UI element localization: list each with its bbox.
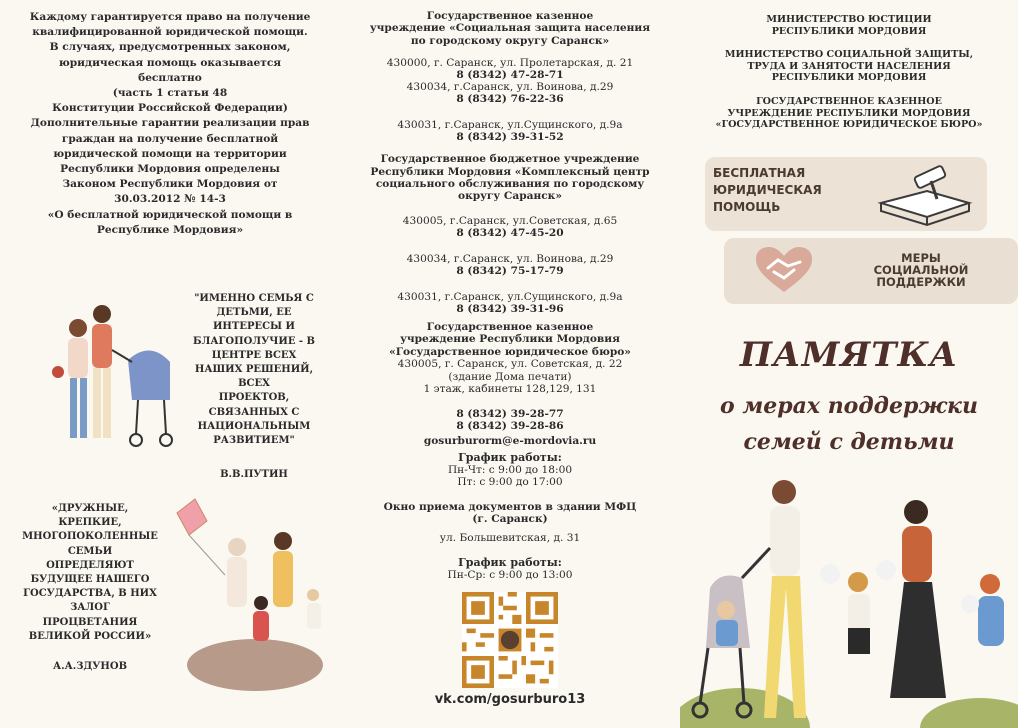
office-address: 430034, г.Саранск, ул. Воинова, д.29	[406, 81, 614, 94]
mfc-title: Окно приема документов в здании МФЦ (г. Саранск)	[383, 501, 637, 526]
handshake-heart-icon	[754, 246, 814, 296]
legal-bureau-phone: 8 (8342) 39-28-86	[456, 419, 564, 432]
office-phone: 8 (8342) 47-45-20	[456, 226, 564, 239]
quote-author: А.А.ЗДУНОВ	[52, 661, 128, 673]
legal-bureau-header: ГОСУДАРСТВЕННОЕ КАЗЕННОЕ УЧРЕЖДЕНИЕ РЕСПУБЛИКИ МОРДОВИЯ «ГОСУДАРСТВЕННОЕ ЮРИДИЧЕСКОЕ БЮРО»	[715, 95, 983, 131]
office-phone: 8 (8342) 75-17-79	[456, 264, 564, 277]
org-social-protection-title: Государственное казенное учреждение «Социальная защита населения по городскому округу Саранск»	[369, 10, 651, 47]
org-social-center-title: Государственное бюджетное учреждение Республики Мордовия «Комплексный центр социального обслуживания по городскому округу Саранск»	[370, 153, 650, 203]
putin-quote: "ИМЕННО СЕМЬЯ С ДЕТЬМИ, ЕЕ ИНТЕРЕСЫ И БЛАГОПОЛУЧИЕ - В ЦЕНТРЕ ВСЕХ НАШИХ РЕШЕНИЙ, ВСЕХ ПРОЕКТОВ, СВЯЗАННЫХ С НАЦИОНАЛЬНЫМ РАЗВИТИЕМ" В.В.ПУТИН	[188, 292, 320, 482]
free-legal-aid-card: БЕСПЛАТНАЯ ЮРИДИЧЕСКАЯ ПОМОЩЬ	[705, 157, 987, 231]
family-stroller-illustration	[40, 300, 190, 460]
office-phone: 8 (8342) 39-31-96	[456, 302, 564, 315]
legal-bureau-phone: 8 (8342) 39-28-77	[456, 407, 564, 420]
mfc-address: ул. Большевитская, д. 31	[439, 531, 581, 544]
schedule-line: Пн-Чт: с 9:00 до 18:00	[447, 463, 573, 476]
office-address: 430031, г.Саранск, ул.Сущинского, д.9а	[397, 119, 623, 132]
legal-intro: Каждому гарантируется право на получение квалифицированной юридической помощи. В случаях, предусмотренных законом, юридическая помощь оказывается бесплатно (часть 1 статьи 48 Конституции Российской Федерации) Дополнительные гарантии реализации прав граждан на получение бесплатной юридической помощи на территории Республики Мордовия определены Законом Республики Мордовия от 30.03.2012 № 14-3 «О бесплатной юридической помощи в Республике Мордовия»	[29, 11, 311, 236]
office-phone: 8 (8342) 39-31-52	[456, 131, 564, 144]
family-kite-illustration	[165, 495, 335, 695]
org-legal-bureau-title: Государственное казенное учреждение Республики Мордовия «Государственное юридическое бюро»	[389, 320, 631, 358]
book-gavel-icon	[875, 163, 975, 227]
schedule-title: График работы:	[458, 450, 562, 464]
ministry-justice: МИНИСТЕРСТВО ЮСТИЦИИ РЕСПУБЛИКИ МОРДОВИЯ	[766, 14, 932, 37]
quote-author: В.В.ПУТИН	[220, 469, 288, 481]
ministry-social: МИНИСТЕРСТВО СОЦИАЛЬНОЙ ЗАЩИТЫ, ТРУДА И ЗАНЯТОСТИ НАСЕЛЕНИЯ РЕСПУБЛИКИ МОРДОВИЯ	[724, 49, 974, 84]
page-subtitle: о мерах поддержки семей с детьми	[720, 393, 978, 455]
schedule-line: Пт: с 9:00 до 17:00	[457, 476, 563, 489]
family-walk-illustration	[680, 478, 1018, 728]
office-address: 430000, г. Саранск, ул. Пролетарская, д. 21	[386, 57, 634, 70]
office-address: 430031, г.Саранск, ул.Сущинского, д.9а	[397, 290, 623, 303]
schedule-title: График работы:	[458, 556, 562, 570]
office-phone: 8 (8342) 76-22-36	[456, 93, 564, 106]
office-phone: 8 (8342) 47-28-71	[456, 69, 564, 82]
middle-panel	[340, 0, 680, 728]
office-address: 430005, г.Саранск, ул.Советская, д.65	[402, 214, 618, 227]
schedule-line: Пн-Ср: с 9:00 до 13:00	[447, 569, 573, 582]
vk-link[interactable]: vk.com/gosurburo13	[434, 692, 586, 708]
page-title: ПАМЯТКА	[739, 335, 959, 375]
legal-bureau-email[interactable]: gosurburorm@e-mordovia.ru	[423, 434, 597, 447]
zdunov-quote: «ДРУЖНЫЕ, КРЕПКИЕ, МНОГОПОКОЛЕННЫЕ СЕМЬИ ОПРЕДЕЛЯЮТ БУДУЩЕЕ НАШЕГО ГОСУДАРСТВА, В НИХ ЗАЛОГ ПРОЦВЕТАНИЯ ВЕЛИКОЙ РОССИИ» А.А.ЗДУНОВ	[20, 502, 160, 674]
legal-bureau-address: 430005, г. Саранск, ул. Советская, д. 22 (здание Дома печати) 1 этаж, кабинеты 128,129, 131	[397, 358, 623, 396]
social-support-card: МЕРЫ СОЦИАЛЬНОЙ ПОДДЕРЖКИ	[724, 238, 1018, 304]
office-address: 430034, г.Саранск, ул. Воинова, д.29	[406, 252, 614, 265]
qr-code-icon[interactable]	[462, 592, 558, 688]
